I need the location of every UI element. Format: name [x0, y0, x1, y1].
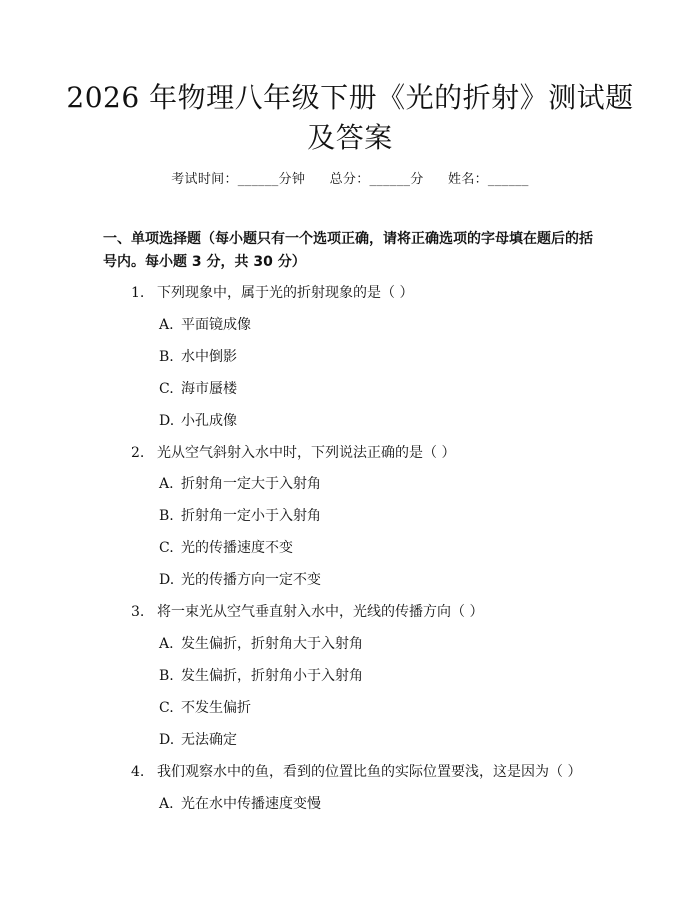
option [159, 569, 321, 589]
option-text: 光的传播速度不变 [181, 540, 293, 556]
section-heading: 一、单项选择题（每小题只有一个选项正确，请将正确选项的字母填在题后的括号内。每小题 3 分，共 30 分） [103, 231, 593, 270]
title-line-1: 2026 年物理八年级下册《光的折射》测试题 [66, 81, 634, 114]
exam-time: 考试时间：______分钟 [171, 172, 306, 187]
question-number: 4. [131, 764, 145, 780]
option-letter: D. [159, 732, 175, 748]
question [131, 761, 581, 781]
option [159, 410, 237, 430]
option-text: 光在水中传播速度变慢 [181, 796, 321, 812]
option-letter: A. [159, 476, 174, 492]
exam-score: 总分：______分 [329, 172, 424, 187]
option [159, 729, 237, 749]
option-letter: D. [159, 413, 175, 429]
option-text: 发生偏折，折射角小于入射角 [181, 668, 363, 684]
question-text: 将一束光从空气垂直射入水中，光线的传播方向（ ） [157, 604, 484, 620]
question-number: 2. [131, 445, 145, 461]
option-text: 无法确定 [181, 732, 237, 748]
question [131, 442, 455, 462]
option [159, 314, 251, 334]
option-letter: D. [159, 572, 175, 588]
option [159, 505, 321, 525]
question-text: 我们观察水中的鱼，看到的位置比鱼的实际位置要浅，这是因为（ ） [157, 764, 582, 780]
option-text: 折射角一定小于入射角 [181, 508, 321, 524]
option [159, 665, 363, 685]
option-text: 光的传播方向一定不变 [181, 572, 321, 588]
question-number: 3. [131, 604, 145, 620]
option [159, 346, 237, 366]
option [159, 793, 321, 813]
option-text: 水中倒影 [181, 349, 237, 365]
question [131, 601, 483, 621]
question-text: 光从空气斜射入水中时，下列说法正确的是（ ） [157, 445, 456, 461]
option-text: 折射角一定大于入射角 [181, 476, 321, 492]
exam-meta [0, 168, 700, 187]
option [159, 697, 251, 717]
option [159, 633, 363, 653]
option-letter: A. [159, 796, 174, 812]
option-text: 小孔成像 [181, 413, 237, 429]
option-letter: B. [159, 668, 174, 684]
option-letter: A. [159, 317, 174, 333]
option-text: 发生偏折，折射角大于入射角 [181, 636, 363, 652]
option-letter: C. [159, 540, 174, 556]
option [159, 537, 293, 557]
question-number: 1. [131, 285, 145, 301]
option-text: 不发生偏折 [181, 700, 251, 716]
option-letter: B. [159, 349, 174, 365]
option [159, 378, 237, 398]
question [131, 282, 413, 302]
option-letter: B. [159, 508, 174, 524]
option-text: 平面镜成像 [181, 317, 251, 333]
question-text: 下列现象中，属于光的折射现象的是（ ） [157, 285, 414, 301]
page-title [60, 78, 640, 158]
option-text: 海市蜃楼 [181, 381, 237, 397]
option [159, 473, 321, 493]
student-name: 姓名：______ [448, 172, 529, 187]
option-letter: A. [159, 636, 174, 652]
option-letter: C. [159, 700, 174, 716]
option-letter: C. [159, 381, 174, 397]
title-line-2: 及答案 [307, 121, 393, 154]
